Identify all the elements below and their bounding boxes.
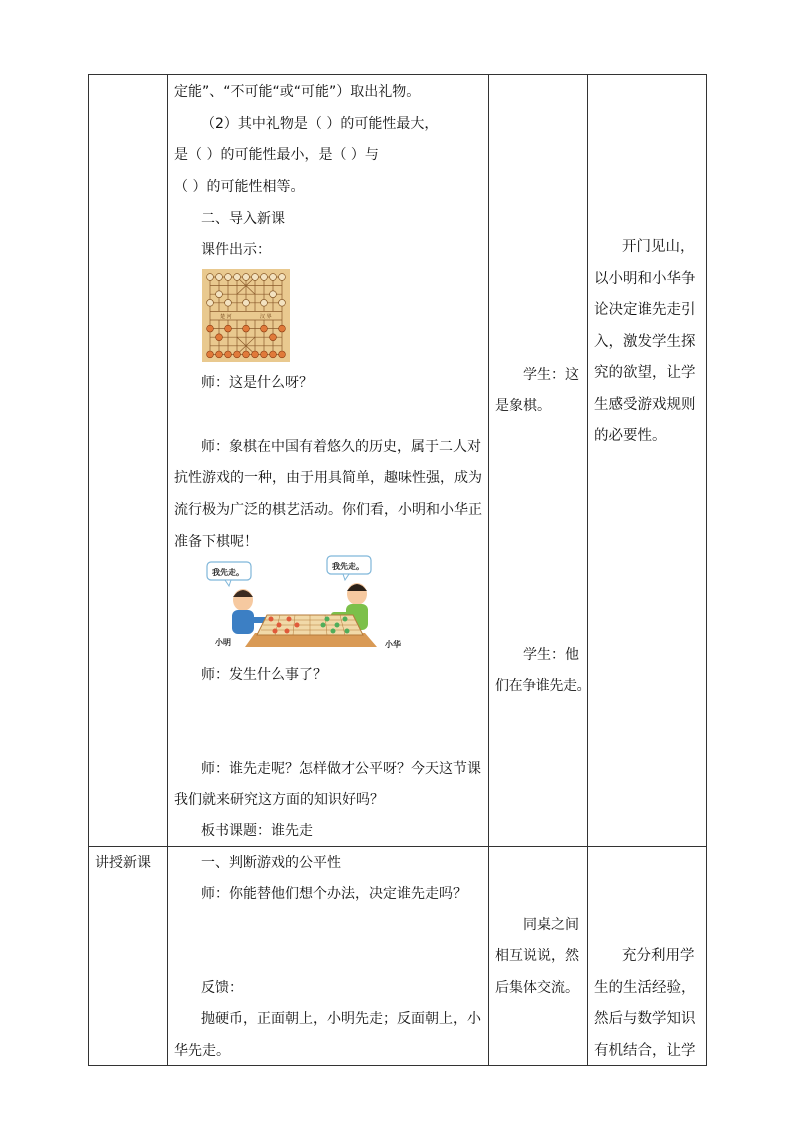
content-heading: 二、导入新课 — [201, 211, 285, 227]
name-label-left: 小明 — [215, 638, 231, 647]
children-chess-illustration — [205, 555, 415, 655]
content-line: 流行极为广泛的棋艺活动。你们看，小明和小华正 — [174, 502, 482, 518]
content-line: 是（ ）的可能性最小，是（ ）与 — [174, 147, 379, 163]
intent-line: 有机结合，让学 — [594, 1042, 696, 1059]
design-intent — [594, 941, 704, 1067]
river-label-right: 汉 界 — [260, 314, 272, 320]
name-label-right: 小华 — [385, 640, 401, 649]
student-activity-line: 们在争谁先走。 — [495, 678, 591, 694]
student-activity-line: 学生：这 — [523, 367, 579, 383]
col-border-5 — [706, 74, 707, 1066]
intent-line: 然后与数学知识 — [594, 1011, 696, 1027]
content-line: 抛硬币，正面朝上，小明先走；反面朝上，小 — [201, 1011, 481, 1027]
intent-line: 以小明和小华争 — [594, 270, 696, 287]
student-activity-line: 学生：他 — [523, 647, 579, 663]
table-top-border — [88, 74, 707, 75]
intent-line: 充分利用学 — [622, 948, 695, 964]
col-border-1 — [88, 74, 89, 1066]
content-line: （2）其中礼物是（ ）的可能性最大， — [201, 116, 439, 132]
content-line: 师：你能替他们想个办法，决定谁先走吗？ — [201, 886, 467, 902]
chess-board-icon — [202, 269, 290, 362]
children-playing-chess-icon — [205, 555, 415, 655]
content-line: 我们就来研究这方面的知识好吗？ — [174, 792, 384, 808]
col-border-2 — [167, 74, 168, 1066]
content-line: 反馈： — [201, 980, 243, 996]
content-line: 板书课题：谁先走 — [201, 823, 313, 839]
content-line: 抗性游戏的一种，由于用具简单，趣味性强，成为 — [174, 470, 482, 486]
student-activity-line: 同桌之间 — [523, 917, 579, 933]
content-line: 师：谁先走呢？怎样做才公平呀？今天这节课 — [201, 761, 481, 777]
intent-line: 究的欲望，让学 — [594, 365, 696, 381]
intent-line: 生的生活经验， — [594, 979, 696, 996]
intent-line: 开门见山， — [622, 239, 695, 255]
content-line: 师：发生什么事了？ — [201, 667, 327, 683]
student-activity-line: 后集体交流。 — [495, 980, 579, 996]
content-heading: 一、判断游戏的公平性 — [201, 855, 341, 871]
river-label-left: 楚 河 — [220, 314, 232, 320]
content-line: 准备下棋呢！ — [174, 534, 258, 550]
intent-line: 入，激发学生探 — [594, 333, 696, 350]
content-line: 师：象棋在中国有着悠久的历史，属于二人对 — [201, 439, 481, 455]
content-line: 师：这是什么呀？ — [201, 375, 313, 391]
intent-line: 的必要性。 — [594, 428, 667, 444]
student-activity-line: 相互说说，然 — [495, 948, 579, 964]
speech-bubble-right: 我先走。 — [332, 562, 364, 571]
col-border-3 — [488, 74, 489, 1066]
intent-line: 生感受游戏规则 — [594, 396, 696, 413]
content-line: 定能”、“不可能“或“可能”）取出礼物。 — [174, 84, 421, 100]
chess-board-image — [202, 269, 290, 362]
content-line: 课件出示： — [201, 242, 271, 258]
speech-bubble-left: 我先走。 — [212, 568, 244, 577]
content-line: （ ）的可能性相等。 — [174, 179, 305, 195]
stage-label: 讲授新课 — [95, 855, 151, 871]
intent-line: 论决定谁先走引 — [594, 302, 696, 318]
design-intent — [594, 232, 704, 453]
student-activity-line: 是象棋。 — [495, 398, 551, 414]
row-divider — [88, 846, 707, 847]
col-border-4 — [587, 74, 588, 1066]
content-line: 华先走。 — [174, 1043, 230, 1059]
